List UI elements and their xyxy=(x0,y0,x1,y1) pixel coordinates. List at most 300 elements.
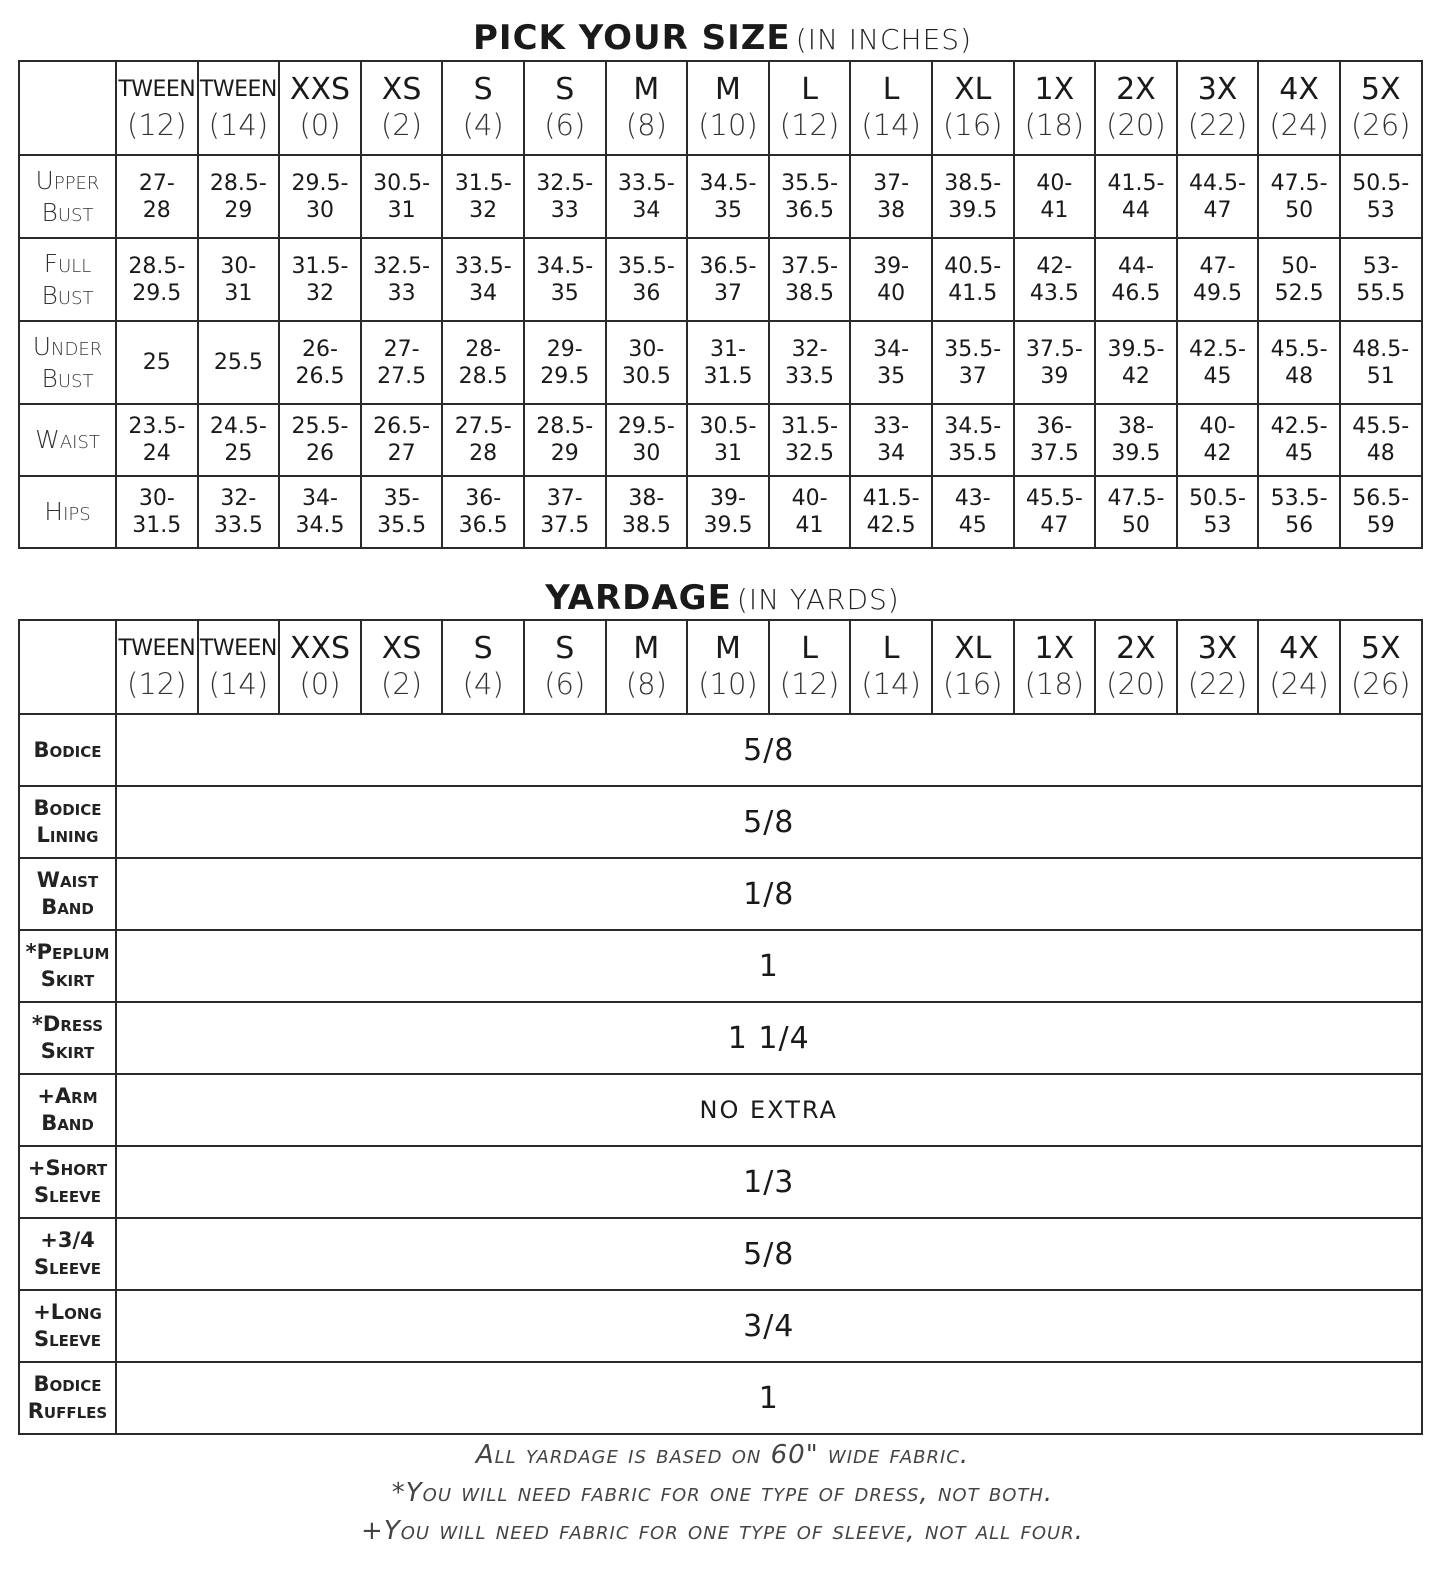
measurement-cell xyxy=(1177,476,1259,548)
yardage-size-header xyxy=(361,620,443,714)
size-number: (18) xyxy=(1024,108,1085,142)
yardage-label xyxy=(19,1146,116,1218)
measurement-cell xyxy=(850,476,932,548)
measurement-cell xyxy=(361,404,443,476)
yardage-value: 1 xyxy=(116,1362,1422,1434)
size-number: (12) xyxy=(127,667,187,701)
measurement-value: 38.5 xyxy=(621,513,671,538)
measurement-value: 37.5 xyxy=(1029,441,1079,466)
measurement-value: 33- xyxy=(873,414,910,439)
size-name: M xyxy=(633,72,660,107)
measurement-cell xyxy=(687,321,769,404)
measurement-cell xyxy=(1340,155,1422,238)
measurement-value: 30- xyxy=(628,336,665,362)
measurement-value: 40- xyxy=(791,486,828,511)
measurement-value: 28.5- xyxy=(128,253,186,279)
size-name: 3X xyxy=(1197,72,1238,107)
size-name: L xyxy=(801,631,818,666)
measurement-label-line: Bust xyxy=(41,197,94,227)
measurement-value: 50.5- xyxy=(1189,486,1246,511)
measurement-cell xyxy=(279,476,361,548)
measurement-value: 41 xyxy=(795,513,824,538)
measurement-cell xyxy=(361,238,443,321)
measurement-cell xyxy=(1014,155,1096,238)
measurement-value: 28.5- xyxy=(209,170,267,196)
measurement-cell xyxy=(1177,404,1259,476)
measurement-value: 28.5- xyxy=(536,414,594,439)
measurement-value: 44 xyxy=(1121,197,1150,223)
size-number: (14) xyxy=(208,108,269,142)
size-name: XL xyxy=(954,72,992,107)
yardage-value: 5/8 xyxy=(116,1218,1422,1290)
yardage-size-header xyxy=(687,620,769,714)
size-number: (24) xyxy=(1269,667,1329,701)
measurement-label-line: Bust xyxy=(41,280,94,310)
size-name: TWEEN xyxy=(199,77,277,102)
yardage-label-line: Sleeve xyxy=(33,1183,102,1207)
measurement-value: 59 xyxy=(1366,513,1395,538)
size-number: (14) xyxy=(208,667,269,701)
size-number: (6) xyxy=(544,108,586,142)
measurement-value: 36 xyxy=(632,280,661,306)
measurement-value: 35 xyxy=(877,363,906,389)
measurement-value: 37- xyxy=(546,486,583,511)
yardage-label-line: Skirt xyxy=(40,967,95,991)
size-name: S xyxy=(473,72,493,107)
size-size-header xyxy=(687,61,769,155)
measurement-value: 39- xyxy=(709,486,746,511)
yardage-size-header xyxy=(606,620,688,714)
size-size-header xyxy=(442,61,524,155)
measurement-cell xyxy=(198,238,280,321)
measurement-value: 34.5- xyxy=(536,253,594,279)
measurement-value: 39.5- xyxy=(1107,336,1165,362)
measurement-cell xyxy=(1258,238,1340,321)
measurement-value: 35.5- xyxy=(944,336,1002,362)
measurement-value: 33.5 xyxy=(785,363,835,389)
size-name: 5X xyxy=(1360,631,1401,666)
measurement-value: 46.5 xyxy=(1111,280,1161,306)
yardage-value: NO EXTRA xyxy=(116,1074,1422,1146)
measurement-value: 24 xyxy=(142,441,171,466)
measurement-value: 24.5- xyxy=(209,414,267,439)
measurement-value: 33 xyxy=(387,280,416,306)
yardage-label-line: Bodice xyxy=(33,737,102,762)
measurement-cell xyxy=(442,155,524,238)
measurement-value: 31 xyxy=(224,280,253,306)
measurement-value: 35.5 xyxy=(377,513,427,538)
footnote-fabric-width: All yardage is based on 60" wide fabric. xyxy=(475,1440,970,1470)
yardage-size-header xyxy=(850,620,932,714)
measurement-value: 40.5- xyxy=(944,253,1002,279)
size-name: 4X xyxy=(1279,631,1319,666)
yardage-size-header xyxy=(769,620,851,714)
measurement-value: 30.5- xyxy=(699,414,757,439)
measurement-value: 25.5 xyxy=(213,350,263,375)
measurement-value: 36- xyxy=(1036,414,1073,439)
measurement-value: 55.5 xyxy=(1356,280,1406,306)
size-number: (2) xyxy=(381,108,423,142)
measurement-cell xyxy=(687,404,769,476)
measurement-value: 50 xyxy=(1121,513,1150,538)
size-name: 3X xyxy=(1197,631,1238,666)
measurement-value: 31 xyxy=(713,441,742,466)
yardage-table xyxy=(18,619,1423,1435)
measurement-cell xyxy=(850,404,932,476)
yardage-size-header xyxy=(524,620,606,714)
measurement-value: 27.5- xyxy=(454,414,512,439)
measurement-value: 47.5- xyxy=(1270,170,1328,196)
measurement-label-line: Full xyxy=(43,248,92,278)
size-chart-units: (IN INCHES) xyxy=(795,23,972,56)
measurement-value: 37 xyxy=(713,280,742,306)
measurement-value: 53 xyxy=(1203,513,1232,538)
yardage-units: (IN YARDS) xyxy=(736,583,900,616)
measurement-cell xyxy=(116,321,198,404)
measurement-cell xyxy=(687,155,769,238)
measurement-value: 25.5- xyxy=(291,414,349,439)
measurement-cell xyxy=(769,321,851,404)
measurement-value: 35- xyxy=(383,486,420,511)
measurement-cell xyxy=(279,321,361,404)
measurement-cell xyxy=(606,238,688,321)
size-number: (4) xyxy=(462,108,504,142)
measurement-value: 37- xyxy=(873,170,910,196)
measurement-value: 49.5 xyxy=(1193,280,1242,306)
measurement-cell xyxy=(769,155,851,238)
measurement-cell xyxy=(442,321,524,404)
measurement-value: 47 xyxy=(1203,197,1232,223)
size-size-header xyxy=(361,61,443,155)
measurement-cell xyxy=(932,404,1014,476)
yardage-label-line: Bodice xyxy=(33,796,102,820)
yardage-heading: YARDAGE xyxy=(545,578,732,618)
yardage-label-line: +Arm xyxy=(37,1084,98,1108)
size-name: XXS xyxy=(289,631,351,666)
measurement-value: 32.5- xyxy=(373,253,431,279)
size-name: 4X xyxy=(1279,72,1319,107)
measurement-cell xyxy=(1014,321,1096,404)
yardage-row xyxy=(19,1002,1422,1074)
measurement-cell xyxy=(116,404,198,476)
measurement-value: 34.5- xyxy=(944,414,1002,439)
size-chart-table xyxy=(18,60,1423,549)
measurement-value: 28 xyxy=(469,441,498,466)
measurement-value: 36.5 xyxy=(458,513,508,538)
measurement-value: 36- xyxy=(465,486,502,511)
measurement-value: 32- xyxy=(220,486,257,511)
measurement-value: 41 xyxy=(1040,197,1069,223)
measurement-cell xyxy=(524,321,606,404)
measurement-value: 53- xyxy=(1362,253,1399,279)
size-number: (0) xyxy=(299,108,341,142)
measurement-value: 29.5 xyxy=(132,280,182,306)
measurement-value: 41.5- xyxy=(1107,170,1165,196)
measurement-value: 30.5- xyxy=(373,170,431,196)
size-name: TWEEN xyxy=(118,77,196,102)
measurement-value: 23.5- xyxy=(128,414,186,439)
measurement-value: 39.5 xyxy=(1111,441,1161,466)
size-size-header xyxy=(1258,61,1340,155)
measurement-value: 45 xyxy=(1285,441,1314,466)
measurement-cell xyxy=(1258,321,1340,404)
yardage-label xyxy=(19,1002,116,1074)
size-number: (26) xyxy=(1350,108,1411,142)
size-number: (10) xyxy=(698,108,758,142)
yardage-label-line: Ruffles xyxy=(27,1399,108,1423)
measurement-cell xyxy=(524,404,606,476)
yardage-label-line: Lining xyxy=(36,823,99,847)
measurement-value: 35.5- xyxy=(617,253,675,279)
measurement-value: 50 xyxy=(1285,197,1314,223)
measurement-value: 27- xyxy=(383,336,420,362)
measurement-value: 33 xyxy=(550,197,579,223)
measurement-value: 31.5 xyxy=(703,363,753,389)
measurement-value: 26- xyxy=(302,336,338,362)
measurement-cell xyxy=(769,476,851,548)
measurement-label-line: Waist xyxy=(35,425,100,454)
size-name: XL xyxy=(954,631,992,666)
size-size-header xyxy=(932,61,1014,155)
measurement-cell xyxy=(1177,155,1259,238)
size-name: 5X xyxy=(1360,72,1401,107)
size-header-row xyxy=(19,61,1422,155)
yardage-label-line: *Dress xyxy=(31,1012,104,1036)
measurement-value: 34.5- xyxy=(699,170,757,196)
size-number: (6) xyxy=(544,667,586,701)
yardage-size-header xyxy=(1014,620,1096,714)
measurement-value: 45.5- xyxy=(1270,336,1328,362)
measurement-value: 52.5 xyxy=(1274,280,1324,306)
size-size-header xyxy=(606,61,688,155)
measurement-value: 37.5- xyxy=(1025,336,1083,362)
size-number: (18) xyxy=(1024,667,1085,701)
measurement-value: 27.5 xyxy=(377,363,427,389)
size-name: 2X xyxy=(1116,631,1156,666)
size-name: L xyxy=(882,72,900,107)
yardage-row xyxy=(19,1146,1422,1218)
yardage-label xyxy=(19,1074,116,1146)
measurement-value: 31.5 xyxy=(132,513,182,538)
measurement-value: 44.5- xyxy=(1189,170,1246,196)
measurement-row xyxy=(19,404,1422,476)
measurement-value: 34- xyxy=(873,336,910,362)
yardage-label-line: Skirt xyxy=(40,1039,95,1063)
size-size-header xyxy=(850,61,932,155)
yardage-label-line: Band xyxy=(41,1111,94,1135)
measurement-value: 39 xyxy=(1040,363,1069,389)
size-name: TWEEN xyxy=(118,636,196,661)
yardage-label-line: +Short xyxy=(27,1156,108,1180)
measurement-value: 31- xyxy=(709,336,746,362)
measurement-value: 29.5- xyxy=(291,170,349,196)
measurement-value: 35 xyxy=(550,280,579,306)
size-name: M xyxy=(715,631,741,666)
measurement-cell xyxy=(442,476,524,548)
measurement-cell xyxy=(1014,238,1096,321)
size-number: (20) xyxy=(1106,108,1166,142)
measurement-cell xyxy=(769,404,851,476)
measurement-label xyxy=(19,404,116,476)
yardage-row xyxy=(19,1362,1422,1434)
size-name: S xyxy=(473,631,493,666)
yardage-label xyxy=(19,930,116,1002)
yardage-size-header xyxy=(1340,620,1422,714)
size-number: (14) xyxy=(861,667,921,701)
size-number: (26) xyxy=(1350,667,1411,701)
yardage-value: 5/8 xyxy=(116,714,1422,786)
measurement-cell xyxy=(116,476,198,548)
yardage-row xyxy=(19,1290,1422,1362)
size-number: (12) xyxy=(127,108,187,142)
measurement-value: 38.5- xyxy=(944,170,1002,196)
measurement-cell xyxy=(116,238,198,321)
measurement-cell xyxy=(687,238,769,321)
yardage-value: 1 xyxy=(116,930,1422,1002)
yardage-row xyxy=(19,1218,1422,1290)
yardage-row xyxy=(19,786,1422,858)
measurement-value: 45 xyxy=(1203,363,1232,389)
measurement-value: 35.5 xyxy=(948,441,998,466)
size-number: (24) xyxy=(1269,108,1329,142)
measurement-value: 38.5 xyxy=(785,280,835,306)
size-number: (16) xyxy=(942,108,1003,142)
size-size-header xyxy=(1095,61,1177,155)
measurement-cell xyxy=(769,238,851,321)
size-name: 2X xyxy=(1116,72,1156,107)
footnote-dress: *You will need fabric for one type of dress, not both. xyxy=(391,1478,1054,1508)
yardage-row xyxy=(19,1074,1422,1146)
measurement-cell xyxy=(1340,404,1422,476)
measurement-cell xyxy=(361,476,443,548)
measurement-value: 32 xyxy=(305,280,334,306)
size-header-corner xyxy=(19,61,116,155)
measurement-value: 30 xyxy=(305,197,334,223)
measurement-cell xyxy=(198,404,280,476)
measurement-cell xyxy=(361,321,443,404)
size-name: S xyxy=(555,631,575,666)
measurement-value: 41.5 xyxy=(948,280,998,306)
measurement-cell xyxy=(1340,321,1422,404)
measurement-cell xyxy=(606,155,688,238)
measurement-value: 42.5 xyxy=(866,513,916,538)
size-number: (20) xyxy=(1106,667,1166,701)
measurement-value: 30.5 xyxy=(621,363,671,389)
measurement-value: 42.5- xyxy=(1270,414,1328,439)
measurement-value: 25 xyxy=(224,441,253,466)
measurement-value: 29- xyxy=(546,336,583,362)
yardage-value: 3/4 xyxy=(116,1290,1422,1362)
size-name: TWEEN xyxy=(199,636,277,661)
measurement-cell xyxy=(1258,404,1340,476)
size-number: (0) xyxy=(299,667,341,701)
measurement-cell xyxy=(442,404,524,476)
yardage-value: 1/3 xyxy=(116,1146,1422,1218)
measurement-value: 26 xyxy=(305,441,334,466)
size-size-header xyxy=(279,61,361,155)
measurement-value: 30- xyxy=(220,253,257,279)
measurement-value: 38- xyxy=(1117,414,1154,439)
yardage-label-line: Band xyxy=(41,895,94,919)
size-size-header xyxy=(769,61,851,155)
measurement-value: 28.5 xyxy=(458,363,508,389)
measurement-cell xyxy=(1258,476,1340,548)
size-number: (22) xyxy=(1187,108,1248,142)
measurement-value: 32.5- xyxy=(536,170,594,196)
measurement-value: 43- xyxy=(954,486,991,511)
measurement-cell xyxy=(850,321,932,404)
measurement-cell xyxy=(932,476,1014,548)
measurement-value: 26.5 xyxy=(295,363,345,389)
size-name: S xyxy=(555,72,575,107)
yardage-label xyxy=(19,786,116,858)
measurement-value: 32 xyxy=(469,197,498,223)
measurement-value: 29 xyxy=(224,197,253,223)
measurement-cell xyxy=(1095,404,1177,476)
measurement-label-line: Hips xyxy=(44,497,91,526)
measurement-value: 47.5- xyxy=(1107,486,1165,511)
size-number: (2) xyxy=(381,667,423,701)
measurement-cell xyxy=(361,155,443,238)
measurement-value: 38 xyxy=(877,197,906,223)
measurement-cell xyxy=(524,476,606,548)
measurement-cell xyxy=(1340,238,1422,321)
measurement-value: 31.5- xyxy=(781,414,839,439)
measurement-cell xyxy=(606,321,688,404)
measurement-label xyxy=(19,476,116,548)
footnote-sleeve: +You will need fabric for one type of sleeve, not all four. xyxy=(361,1516,1084,1546)
yardage-title xyxy=(0,578,1445,618)
measurement-cell xyxy=(279,404,361,476)
measurement-value: 34- xyxy=(302,486,338,511)
measurement-row xyxy=(19,155,1422,238)
size-name: XS xyxy=(381,72,422,107)
measurement-value: 31 xyxy=(387,197,416,223)
yardage-label-line: *Peplum xyxy=(25,940,110,964)
yardage-label xyxy=(19,858,116,930)
measurement-value: 47- xyxy=(1199,253,1236,279)
measurement-cell xyxy=(1014,476,1096,548)
measurement-value: 50- xyxy=(1281,253,1318,279)
measurement-value: 39- xyxy=(873,253,910,279)
size-number: (22) xyxy=(1187,667,1248,701)
size-name: M xyxy=(633,631,660,666)
yardage-value: 1/8 xyxy=(116,858,1422,930)
measurement-cell xyxy=(1258,155,1340,238)
measurement-value: 42 xyxy=(1203,441,1232,466)
size-name: L xyxy=(801,72,818,107)
measurement-value: 34 xyxy=(469,280,498,306)
measurement-value: 32- xyxy=(791,336,828,362)
measurement-value: 39.5 xyxy=(948,197,998,223)
measurement-value: 30 xyxy=(632,441,661,466)
measurement-value: 47 xyxy=(1040,513,1069,538)
measurement-cell xyxy=(1095,155,1177,238)
measurement-value: 56.5- xyxy=(1352,486,1410,511)
yardage-value: 1 1/4 xyxy=(116,1002,1422,1074)
yardage-label xyxy=(19,714,116,786)
yardage-label xyxy=(19,1218,116,1290)
measurement-value: 48.5- xyxy=(1352,336,1410,362)
measurement-cell xyxy=(198,321,280,404)
measurement-value: 25 xyxy=(142,350,171,375)
measurement-value: 29.5- xyxy=(617,414,675,439)
measurement-value: 51 xyxy=(1366,363,1395,389)
yardage-size-header xyxy=(1258,620,1340,714)
measurement-value: 30- xyxy=(138,486,175,511)
measurement-value: 31.5- xyxy=(454,170,512,196)
measurement-value: 44- xyxy=(1117,253,1154,279)
